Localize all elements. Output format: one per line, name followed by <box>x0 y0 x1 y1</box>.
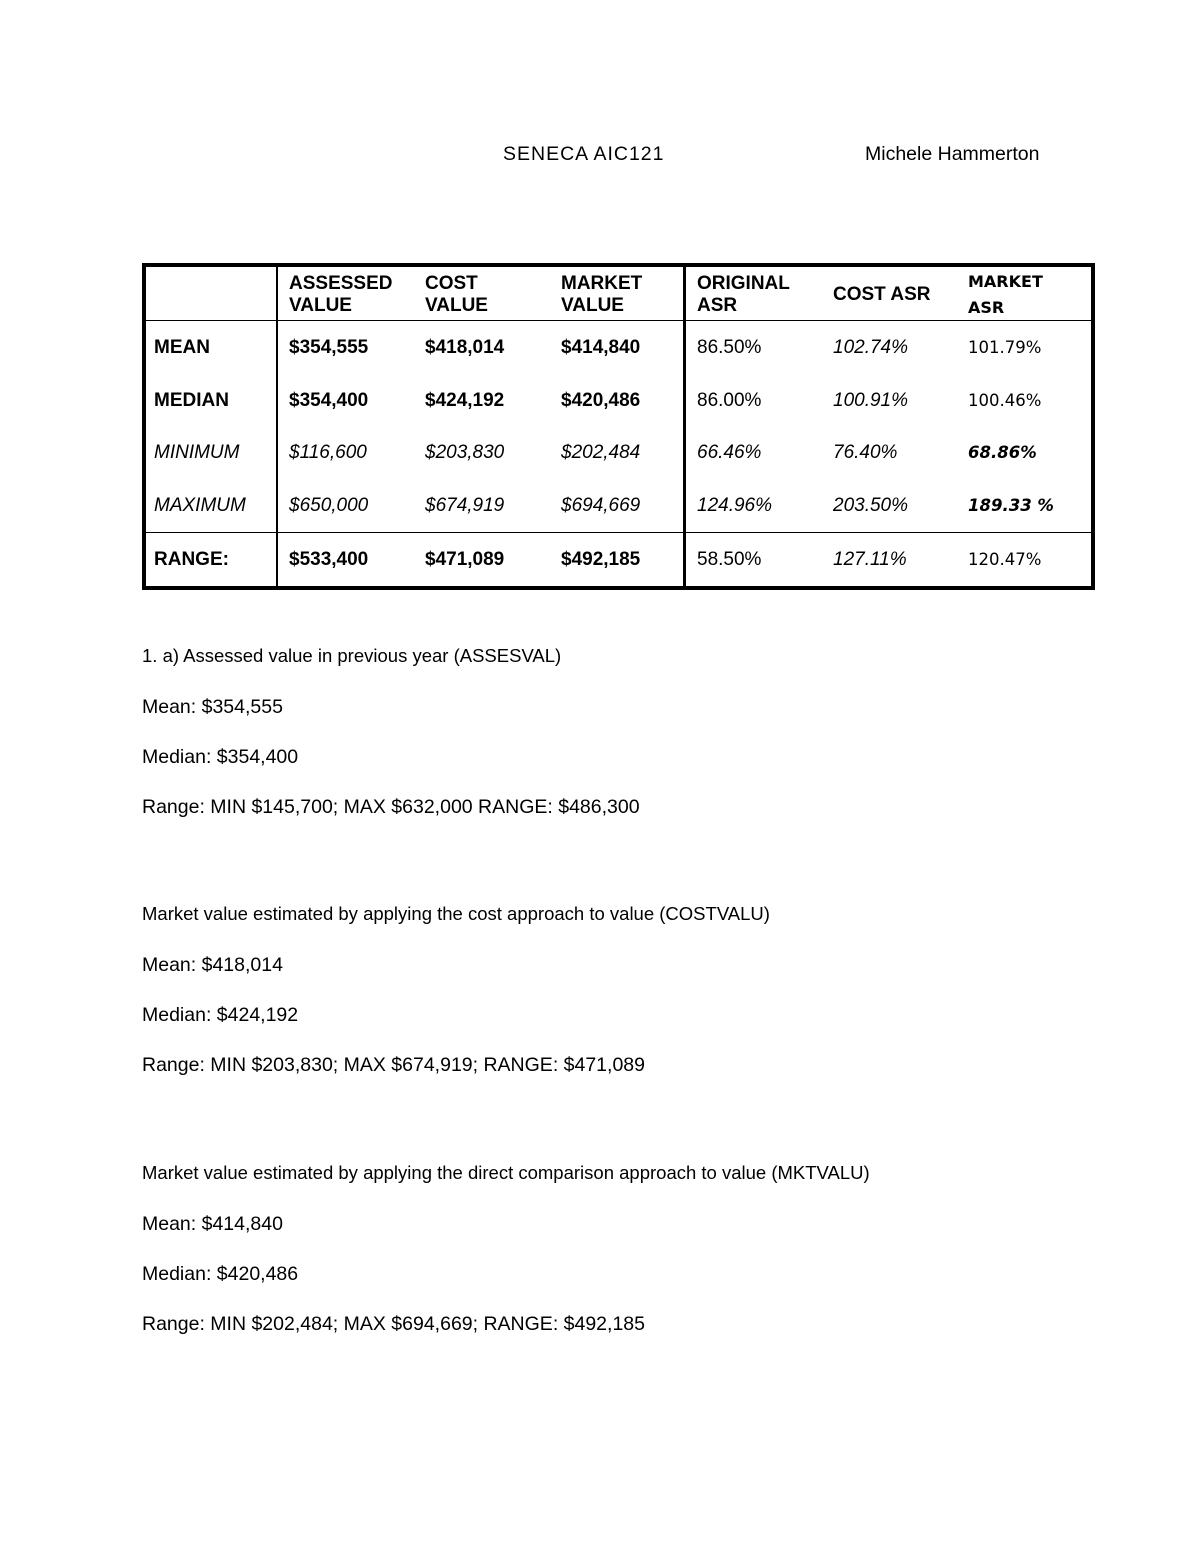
row-range-label: RANGE: <box>146 533 278 586</box>
section-mean: Mean: $414,840 <box>142 1213 283 1235</box>
row-median-cost-asr: 100.91% <box>833 390 909 411</box>
section-mean: Mean: $418,014 <box>142 954 283 976</box>
author-name: Michele Hammerton <box>865 143 1040 165</box>
statistics-table <box>142 263 1095 590</box>
header-line: VALUE <box>561 295 624 316</box>
row-range-cost-value: $471,089 <box>425 548 505 570</box>
row-maximum-market-value: $694,669 <box>550 479 686 533</box>
row-mean-market-asr: 101.79% <box>968 338 1042 357</box>
row-median-label: MEDIAN <box>146 375 278 427</box>
row-median-original-asr: 86.00% <box>697 390 762 411</box>
row-minimum-cost-asr: 76.40% <box>833 442 898 463</box>
row-range-market-asr: 120.47% <box>968 549 1042 569</box>
section-heading: 1. a) Assessed value in previous year (ASSESVAL) <box>142 645 562 666</box>
header-line: MARKET <box>968 272 1043 291</box>
section-heading: Market value estimated by applying the direct comparison approach to value (MKTVALU) <box>142 1162 870 1183</box>
row-mean-cost-value: $418,014 <box>425 337 505 358</box>
row-range-original-asr: 58.50% <box>697 548 762 570</box>
row-mean-label: MEAN <box>146 321 278 375</box>
section-range: Range: MIN $145,700; MAX $632,000 RANGE: $486,300 <box>142 796 640 818</box>
section-heading: Market value estimated by applying the cost approach to value (COSTVALU) <box>142 903 770 924</box>
row-maximum-assessed-value: $650,000 <box>278 479 414 533</box>
row-maximum-cost-value: $674,919 <box>414 479 550 533</box>
row-minimum-market-value: $202,484 <box>550 427 686 479</box>
course-code: SENECA AIC121 <box>503 143 665 165</box>
row-minimum-market-asr: 68.86% <box>968 443 1037 462</box>
row-range-market-value: $492,185 <box>550 533 686 586</box>
row-median-market-value: $420,486 <box>550 375 686 427</box>
header-assessed-value <box>278 267 414 321</box>
section-assessed-value <box>142 629 640 832</box>
section-cost-value <box>142 887 770 1090</box>
section-median: Median: $424,192 <box>142 1004 299 1026</box>
row-mean-cost-asr: 102.74% <box>833 337 909 358</box>
section-market-value <box>142 1146 870 1349</box>
row-maximum-label: MAXIMUM <box>146 479 278 533</box>
header-line: VALUE <box>289 295 352 316</box>
row-minimum-cost-value: $203,830 <box>425 442 505 463</box>
row-median-cost-value: $424,192 <box>425 390 505 411</box>
row-median-assessed-value: $354,400 <box>289 390 369 411</box>
header-line: ORIGINAL <box>697 273 790 294</box>
row-range-cost-asr: 127.11% <box>833 548 907 570</box>
row-maximum-original-asr: 124.96% <box>686 479 822 533</box>
section-range: Range: MIN $202,484; MAX $694,669; RANGE: $492,185 <box>142 1313 645 1335</box>
row-maximum-cost-asr: 203.50% <box>822 479 958 533</box>
section-median: Median: $420,486 <box>142 1263 299 1285</box>
row-minimum-assessed-value: $116,600 <box>289 442 367 463</box>
header-cost-value <box>414 267 550 321</box>
section-range: Range: MIN $203,830; MAX $674,919; RANGE: $471,089 <box>142 1054 645 1076</box>
row-minimum-label: MINIMUM <box>146 427 278 479</box>
row-maximum-market-asr: 189.33 % <box>958 479 1091 533</box>
header-original-asr <box>686 267 822 321</box>
header-market-asr <box>958 267 1091 321</box>
header-line: ASSESSED <box>289 273 393 294</box>
header-cost-asr <box>822 267 958 321</box>
header-line: COST ASR <box>833 283 931 305</box>
header-line: VALUE <box>425 295 488 316</box>
row-mean-assessed-value: $354,555 <box>289 337 369 358</box>
header-line: MARKET <box>561 273 643 294</box>
row-mean-original-asr: 86.50% <box>697 337 762 358</box>
row-mean-market-value: $414,840 <box>550 321 686 375</box>
row-range-assessed-value: $533,400 <box>289 548 369 570</box>
row-median-market-asr: 100.46% <box>968 391 1042 410</box>
header-market-value <box>550 267 686 321</box>
header-line: ASR <box>968 298 1005 317</box>
header-corner-cell <box>146 267 278 321</box>
row-minimum-original-asr: 66.46% <box>697 442 762 463</box>
section-median: Median: $354,400 <box>142 746 299 768</box>
section-mean: Mean: $354,555 <box>142 696 283 718</box>
header-line: ASR <box>697 295 738 316</box>
header-line: COST <box>425 273 478 294</box>
